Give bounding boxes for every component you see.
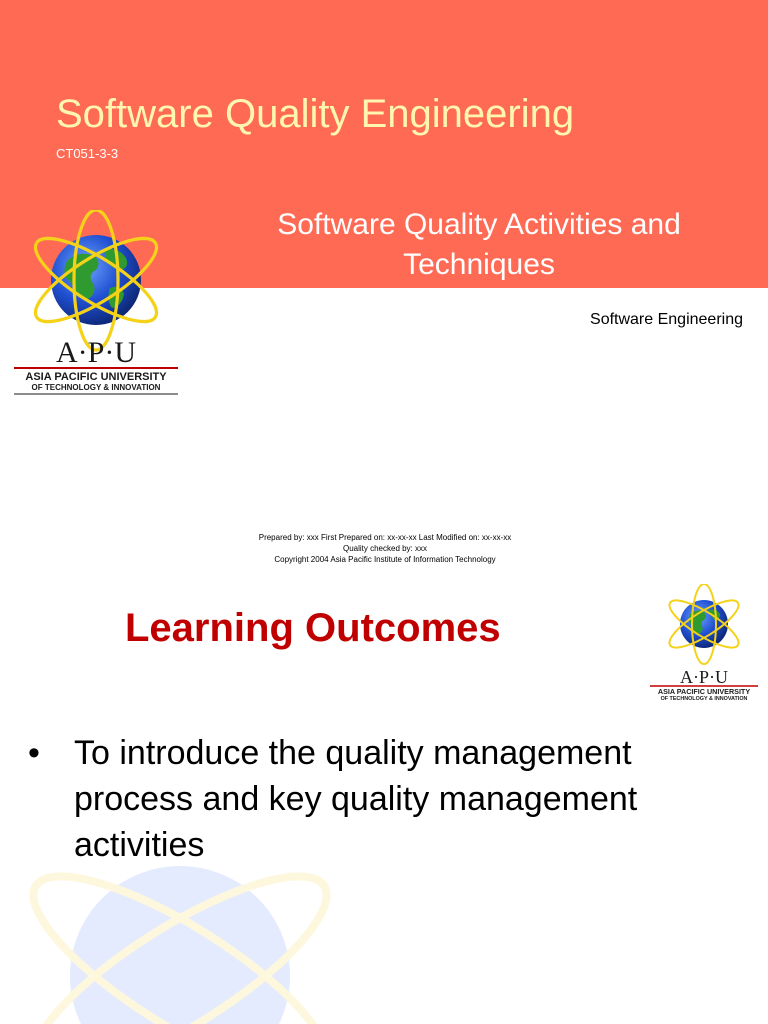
globe-icon [680, 600, 728, 648]
slide-footer [150, 532, 620, 565]
logo-line1: ASIA PACIFIC UNIVERSITY [657, 687, 751, 696]
footer-copyright: Copyright 2004 Asia Pacific Institute of Information Technology [274, 555, 496, 564]
logo-line2: OF TECHNOLOGY & INNOVATION [660, 696, 748, 702]
logo-acronym: A·P·U [56, 336, 136, 369]
globe-icon [51, 235, 141, 325]
list-item [28, 730, 728, 868]
logo-line1: ASIA PACIFIC UNIVERSITY [25, 371, 167, 383]
section-title: Learning Outcomes [125, 606, 501, 650]
logo-line2: OF TECHNOLOGY & INNOVATION [31, 383, 161, 392]
department-label: Software Engineering [590, 311, 743, 328]
apu-logo-small [646, 584, 762, 702]
slide-subtitle: Software Quality Activities and Techniques [277, 208, 681, 281]
apu-logo [10, 210, 182, 400]
footer-quality: Quality checked by: xxx [342, 544, 428, 553]
learning-outcomes-slide [0, 576, 768, 1024]
outcome-list [28, 730, 728, 868]
slide-title: Software Quality Engineering [56, 92, 575, 136]
logo-acronym: A·P·U [680, 667, 728, 687]
course-code: CT051-3-3 [56, 146, 119, 161]
bullet-icon: • [28, 734, 40, 772]
outcome-text: To introduce the quality management process and key quality management activities [74, 734, 638, 864]
footer-prepared: Prepared by: xxx First Prepared on: xx-xx-xx Last Modified on: xx-xx-xx [258, 533, 512, 542]
